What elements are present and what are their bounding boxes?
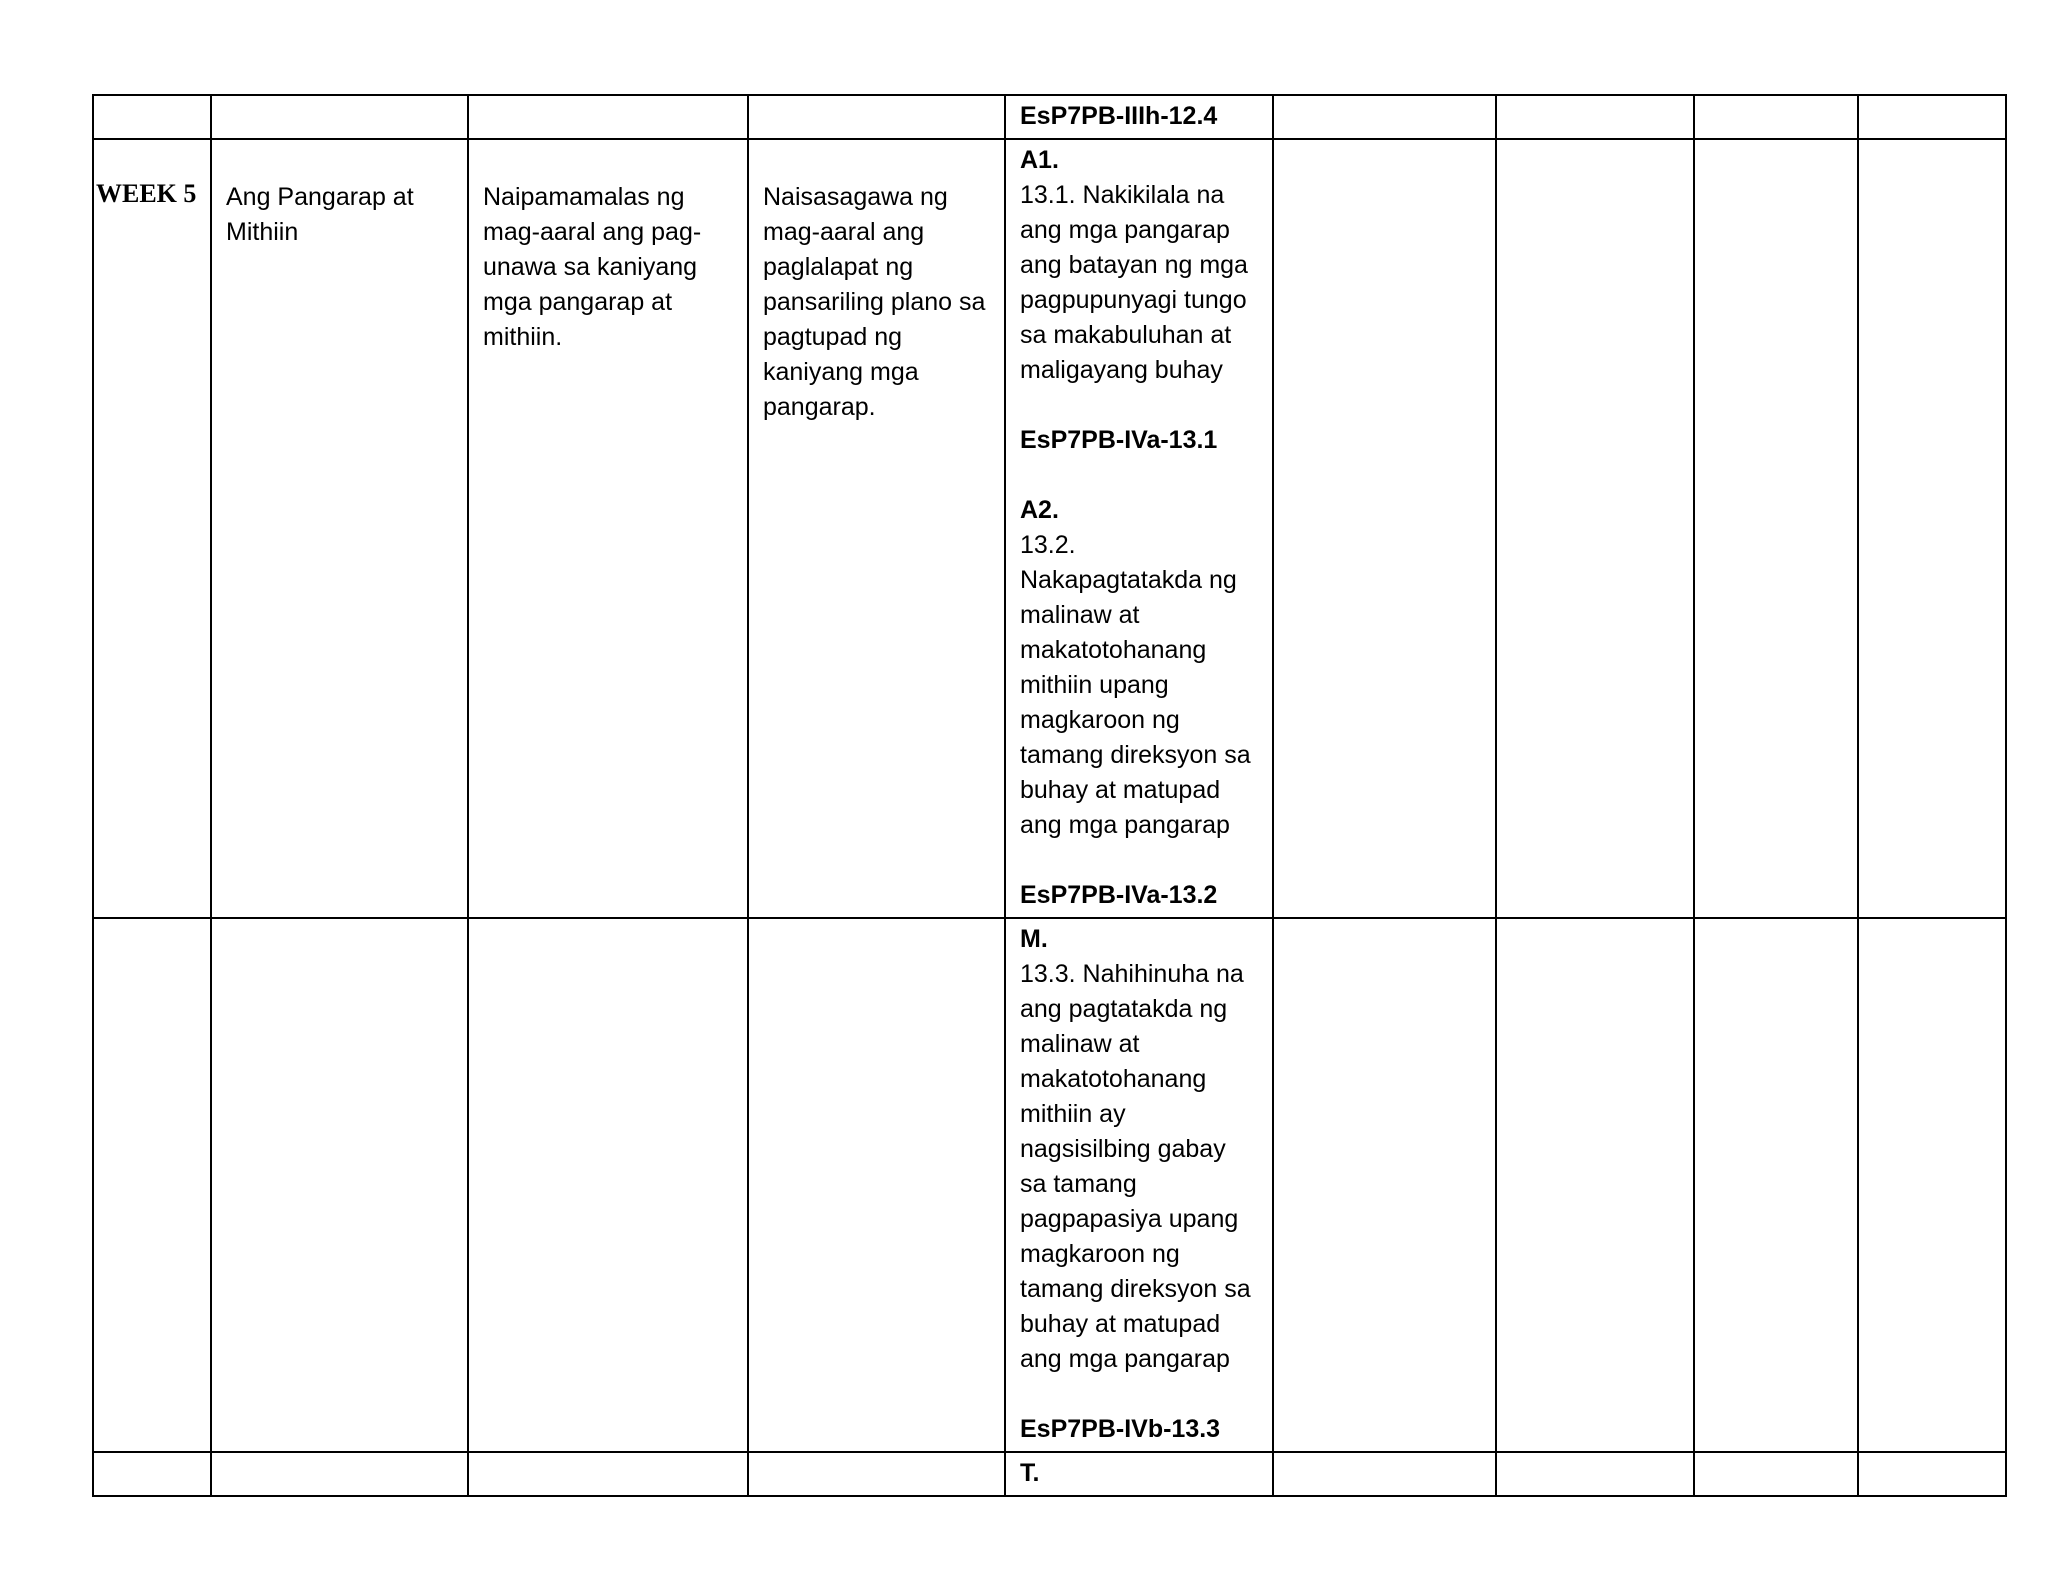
empty-cell	[1858, 918, 2006, 1452]
table-row-2	[93, 139, 2006, 918]
empty-cell	[211, 1452, 468, 1496]
empty-cell	[1694, 95, 1858, 139]
performance-standard-cell-empty	[748, 95, 1005, 139]
empty-cell	[468, 918, 748, 1452]
content-standard-cell: Naipamamalas ng mag-aaral ang pag-unawa sa kaniyang mga pangarap at mithiin.	[468, 139, 748, 918]
empty-cell	[1858, 1452, 2006, 1496]
week-label: WEEK 5	[93, 139, 211, 918]
topic-cell-empty	[211, 95, 468, 139]
empty-cell	[1273, 139, 1496, 918]
competency-text: 13.2. Nakapagtatakda ng malinaw at makatotohanang mithiin upang magkaroon ng tamang direksyon sa buhay at matupad ang mga pangarap	[1020, 531, 1251, 839]
empty-cell	[93, 1452, 211, 1496]
performance-standard-cell: Naisasagawa ng mag-aaral ang paglalapat ng pansariling plano sa pagtupad ng kaniyang mga pangarap.	[748, 139, 1005, 918]
competency-text: 13.3. Nahihinuha na ang pagtatakda ng malinaw at makatotohanang mithiin ay nagsisilbing gabay sa tamang pagpapasiya upang magkaroon ng tamang direksyon sa buhay at matupad ang mga pangarap	[1020, 960, 1251, 1373]
competency-code: EsP7PB-IVa-13.2	[1020, 881, 1218, 909]
empty-cell	[211, 918, 468, 1452]
competency-code: EsP7PB-IVb-13.3	[1020, 1415, 1221, 1443]
empty-cell	[1273, 95, 1496, 139]
topic-cell: Ang Pangarap at Mithiin	[211, 139, 468, 918]
competency-label: M.	[1020, 925, 1048, 953]
competency-cell	[1005, 1452, 1273, 1496]
competency-cell	[1005, 95, 1273, 139]
empty-cell	[93, 918, 211, 1452]
empty-cell	[1694, 918, 1858, 1452]
empty-cell	[1273, 918, 1496, 1452]
week-cell-empty	[93, 95, 211, 139]
spacer	[1020, 1377, 1258, 1412]
competency-code: EsP7PB-IIIh-12.4	[1020, 102, 1218, 130]
table-row-3	[93, 918, 2006, 1452]
table-row-4	[93, 1452, 2006, 1496]
empty-cell	[748, 918, 1005, 1452]
competency-code: EsP7PB-IVa-13.1	[1020, 426, 1218, 454]
empty-cell	[1858, 95, 2006, 139]
empty-cell	[1858, 139, 2006, 918]
empty-cell	[1694, 1452, 1858, 1496]
curriculum-table	[92, 94, 2007, 1497]
competency-label: A1.	[1020, 146, 1059, 174]
table-row-1	[93, 95, 2006, 139]
content-standard-cell-empty	[468, 95, 748, 139]
competency-cell	[1005, 139, 1273, 918]
competency-label: A2.	[1020, 496, 1059, 524]
empty-cell	[1496, 918, 1694, 1452]
empty-cell	[748, 1452, 1005, 1496]
spacer	[1020, 388, 1258, 423]
competency-cell	[1005, 918, 1273, 1452]
empty-cell	[468, 1452, 748, 1496]
spacer	[1020, 458, 1258, 493]
competency-label: T.	[1020, 1459, 1040, 1487]
competency-text: 13.1. Nakikilala na ang mga pangarap ang batayan ng mga pagpupunyagi tungo sa makabuluhan at maligayang buhay	[1020, 181, 1248, 384]
empty-cell	[1273, 1452, 1496, 1496]
empty-cell	[1496, 1452, 1694, 1496]
empty-cell	[1694, 139, 1858, 918]
empty-cell	[1496, 139, 1694, 918]
empty-cell	[1496, 95, 1694, 139]
spacer	[1020, 843, 1258, 878]
